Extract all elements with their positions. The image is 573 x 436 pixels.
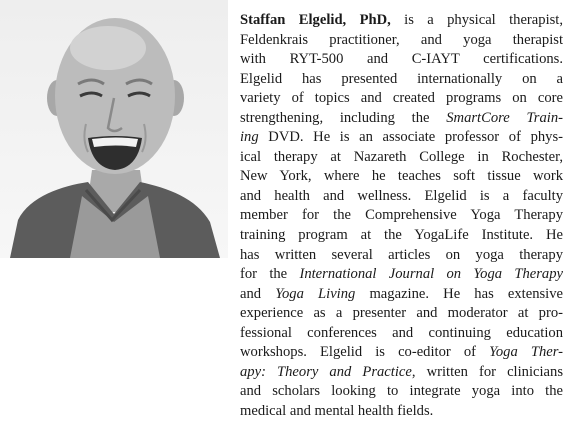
bio-line: New York, where he teaches soft tissue work [240,168,563,185]
author-bio [240,11,563,421]
book-title: apy: Theory and Practice [240,363,412,380]
bio-line: ing DVD. He is an associate professor of phys- [240,129,563,146]
bio-line: with RYT-500 and C-IAYT certifications. [240,51,563,68]
bio-line: fessional conferences and continuing education [240,324,563,341]
bio-line: Elgelid has presented internationally on a [240,70,563,87]
author-name: Staffan Elgelid, PhD, [240,12,391,28]
bio-line: Feldenkrais practitioner, and yoga therapist [240,31,563,48]
bio-line: experience as a presenter and moderator at pro- [240,305,563,322]
magazine-title: Yoga Living [275,285,356,302]
bio-line: Staffan Elgelid, PhD, is a physical therapist, [240,12,564,28]
bio-line: medical and mental health fields. [240,402,434,419]
bio-line: variety of topics and created programs on core [240,90,563,107]
bio-line: strengthening, including the SmartCore Train- [240,109,563,126]
person-portrait-icon [0,0,228,258]
dvd-title: SmartCore Train- [446,109,563,126]
bio-line: ical therapy at Nazareth College in Rochester, [240,148,563,165]
bio-line: and health and wellness. Elgelid is a faculty [240,187,563,204]
bio-line: apy: Theory and Practice, written for clinicians [240,363,564,380]
bio-line: workshops. Elgelid is co-editor of Yoga Ther- [240,344,563,361]
dvd-title: ing [240,129,259,146]
bio-line: has written several articles on yoga therapy [240,246,563,263]
bio-line: for the International Journal on Yoga Therapy [240,266,563,283]
bio-line: and scholars looking to integrate yoga into the [240,383,563,400]
author-photo [0,0,228,258]
book-title: Yoga Ther- [489,344,563,361]
bio-line: member for the Comprehensive Yoga Therapy [240,207,563,224]
journal-title: International Journal on Yoga Therapy [299,266,563,283]
bio-line: training program at the YogaLife Institute. He [240,227,563,244]
bio-line: and Yoga Living magazine. He has extensive [240,285,563,302]
